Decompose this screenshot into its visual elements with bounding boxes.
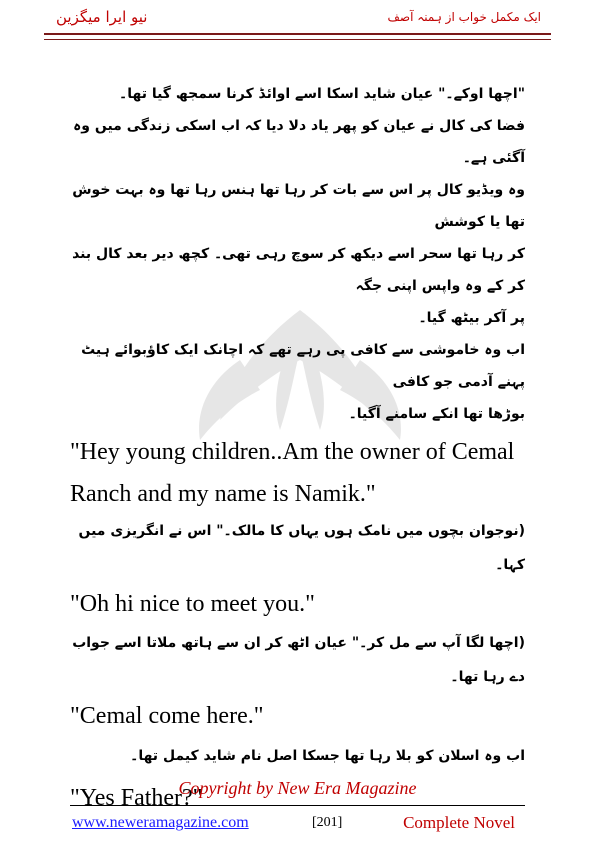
page-number: [201] (312, 815, 343, 830)
website-link[interactable]: www.neweramagazine.com (72, 814, 249, 831)
english-dialogue-line: "Cemal come here." (70, 703, 264, 729)
copyright-notice: Copyright by New Era Magazine (178, 778, 417, 798)
page-body (70, 78, 525, 822)
footer-rule (70, 805, 525, 806)
urdu-paragraph-line: وہ ویڈیو کال پر اس سے بات کر رہا تھا ہنس رہا تھا وہ بہت خوش تھا یا کوشش (72, 182, 525, 230)
urdu-paragraph-line: (اچھا لگا آپ سے مل کر۔" عیان اٹھ کر ان سے ہاتھ ملاتا اسے جواب دے رہا تھا۔ (72, 635, 525, 685)
urdu-paragraph-line: پر آکر بیٹھ گیا۔ (418, 310, 525, 326)
english-dialogue-line: "Hey young children..Am the owner of Cemal (70, 439, 515, 465)
urdu-paragraph-line: اب وہ خاموشی سے کافی پی رہے تھے کہ اچانک ایک کاؤبوائے ہیٹ پہنے آدمی جو کافی (81, 342, 525, 390)
novel-title: ایک مکمل خواب از ہمنہ آصف (387, 10, 541, 24)
urdu-paragraph-line: اب وہ اسلان کو بلا رہا تھا جسکا اصل نام شاید کیمل تھا۔ (130, 748, 525, 764)
english-dialogue-line: Ranch and my name is Namik." (70, 481, 376, 507)
magazine-name: نیو ایرا میگزین (56, 8, 148, 26)
english-dialogue-line: "Yes Father?" (70, 785, 203, 811)
english-dialogue-line: "Oh hi nice to meet you." (70, 591, 315, 617)
novel-category: Complete Novel (403, 813, 515, 832)
page-header (48, 8, 547, 34)
urdu-paragraph-line: بوڑھا تھا انکے سامنے آگیا۔ (348, 406, 525, 422)
header-rule (44, 33, 551, 40)
urdu-paragraph-line: فضا کی کال نے عیان کو پھر یاد دلا دیا کہ اب اسکی زندگی میں وہ آگئی ہے۔ (73, 118, 525, 166)
urdu-paragraph-line: "اچھا اوکے۔" عیان شاید اسکا اسے اوائڈ کرنا سمجھ گیا تھا۔ (119, 86, 525, 102)
urdu-paragraph-line: (نوجوان بچوں میں نامک ہوں یہاں کا مالک۔" اس نے انگریزی میں کہا۔ (78, 523, 525, 573)
urdu-paragraph-line: کر رہا تھا سحر اسے دیکھ کر سوچ رہی تھی۔ کچھ دیر بعد کال بند کر کے وہ واپس اپنی جگہ (72, 246, 525, 294)
